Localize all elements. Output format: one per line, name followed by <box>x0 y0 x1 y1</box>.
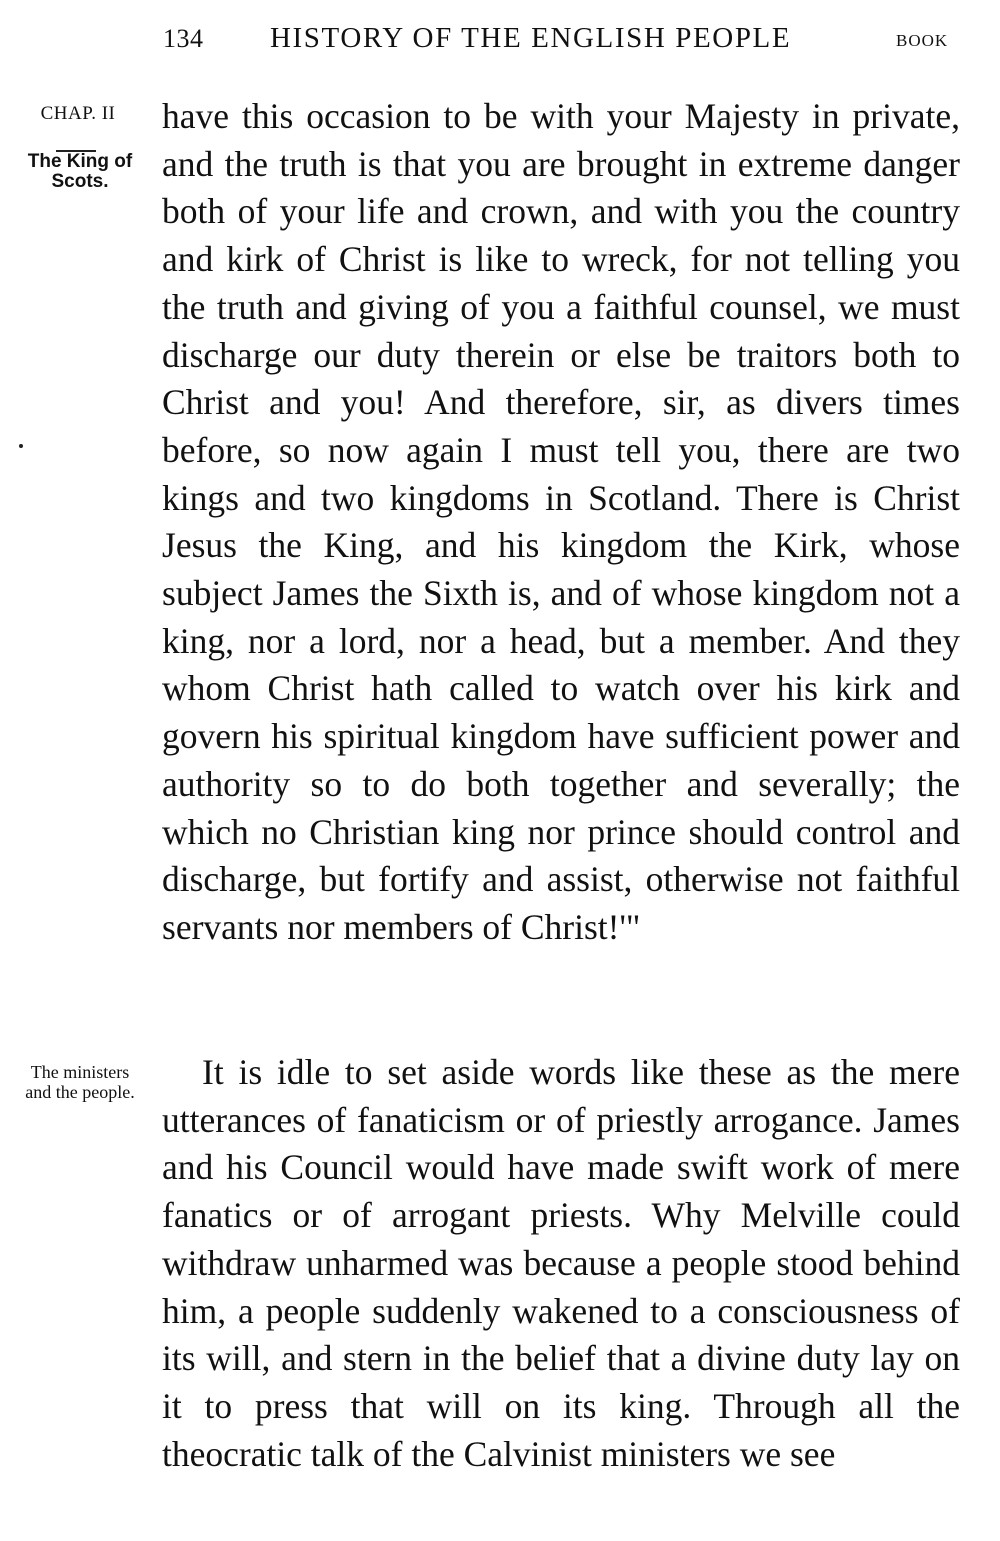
chapter-label: CHAP. II <box>40 103 116 124</box>
paragraph-text: have this occasion to be with your Majesty in private, and the truth is that you are brought in extreme danger both of your life and crown, and with you the country and kirk of Christ is like to wreck, for not telling you the truth and giving of you a faithful counsel, we must discharge our duty therein or else be traitors both to Christ and you! And therefore, sir, as divers times before, so now again I must tell you, there are two kings and two kingdoms in Scotland. There is Christ Jesus the King, and his kingdom the Kirk, whose subject James the Sixth is, and of whose kingdom not a king, nor a lord, nor a head, but a member. And they whom Christ hath called to watch over his kirk and govern his spiritual kingdom have sufficient power and authority so to do both together and severally; the which no Christian king nor prince should control and discharge, but fortify and assist, otherwise not faithful servants nor members of Christ!'" <box>162 96 960 947</box>
running-title: HISTORY OF THE ENGLISH PEOPLE <box>270 22 792 54</box>
paragraph-text: It is idle to set aside words like these as the mere utterances of fanaticism or of priestly arrogance. James and his Council would have made swift work of mere fanatics or of arrogant priests. Why Melville could withdraw unharmed was because a people stood behind him, a people suddenly wakened to a consciousness of its will, and stern in the belief that a divine duty lay on it to press that will on its king. Through all the theocratic talk of the Calvinist ministers we see <box>162 1052 960 1474</box>
running-header <box>0 22 1000 62</box>
stray-mark <box>19 444 23 448</box>
body-paragraph-2 <box>162 1049 960 1478</box>
page-number: 134 <box>163 24 204 53</box>
body-paragraph-1 <box>162 93 960 952</box>
sidenote-ministers-and-people: The ministers and the people. <box>25 1062 135 1102</box>
book-label: BOOK <box>896 31 949 50</box>
sidenote-king-of-scots: The King of Scots. <box>27 151 133 192</box>
